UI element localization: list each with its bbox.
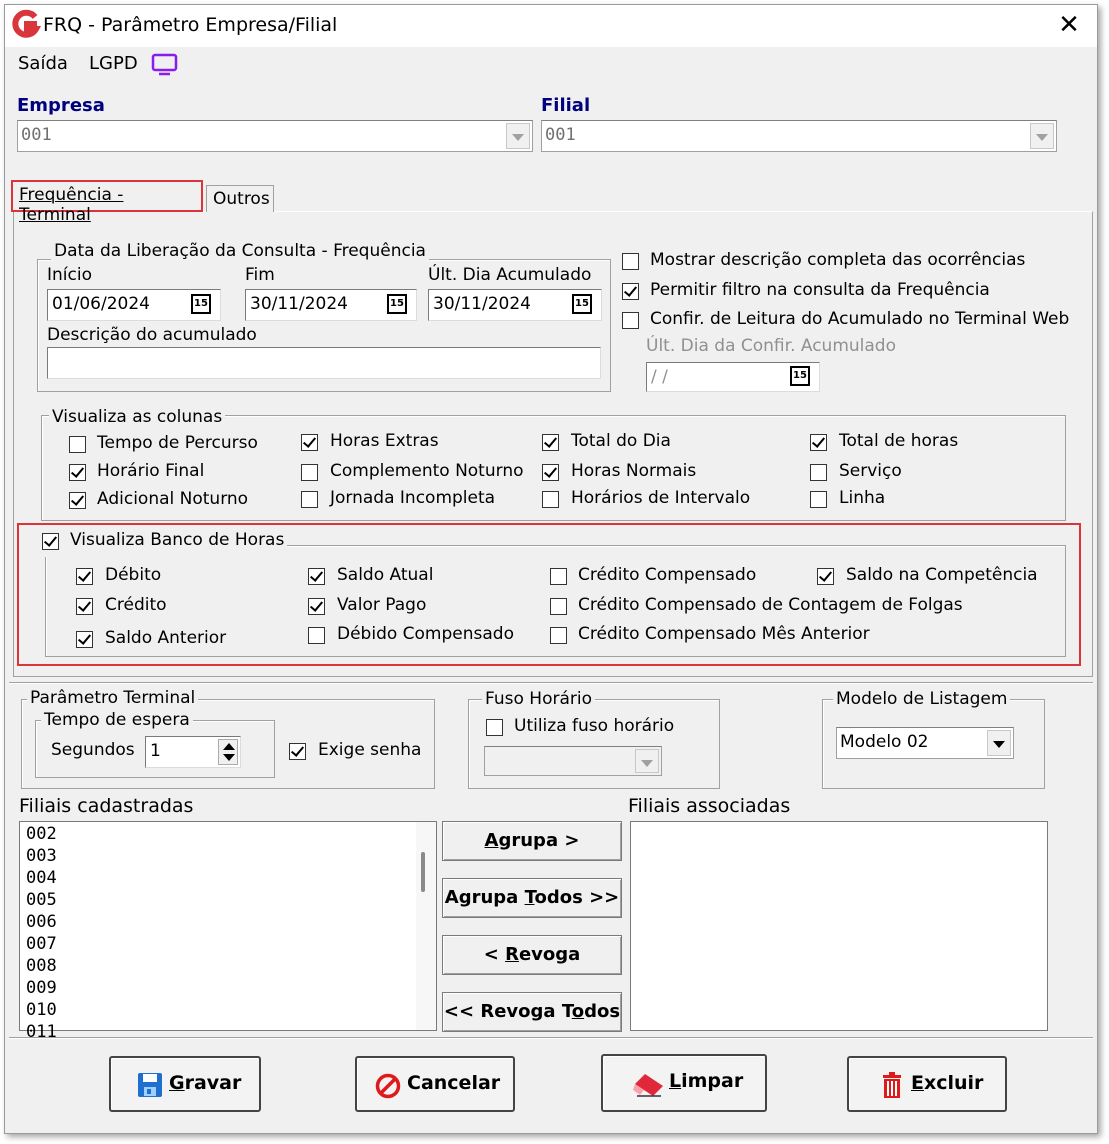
- agrupa-button[interactable]: [442, 821, 622, 861]
- filial-dropdown-button[interactable]: [1030, 123, 1054, 149]
- modelo-value: Modelo 02: [840, 732, 929, 752]
- cancelar-button[interactable]: [355, 1056, 515, 1112]
- credito-checkbox[interactable]: [76, 598, 93, 615]
- segundos-spinner[interactable]: [145, 736, 241, 768]
- credito-folgas-label: Crédito Compensado de Contagem de Folgas: [578, 595, 963, 615]
- list-item[interactable]: 005: [26, 890, 57, 910]
- ult-dia-label: Últ. Dia Acumulado: [428, 265, 592, 285]
- spinner-buttons[interactable]: [218, 739, 238, 765]
- credito-compensado-checkbox[interactable]: [550, 568, 567, 585]
- debito-checkbox[interactable]: [76, 568, 93, 585]
- segundos-label: Segundos: [51, 740, 135, 760]
- associadas-list[interactable]: [630, 821, 1048, 1031]
- footer-separator: [9, 1037, 1093, 1039]
- terminal-legend: Parâmetro Terminal: [27, 688, 198, 708]
- ult-dia-date-input[interactable]: [428, 289, 602, 321]
- banco-horas-label: Visualiza Banco de Horas: [70, 530, 285, 550]
- window-title: FRQ - Parâmetro Empresa/Filial: [43, 14, 338, 36]
- agrupa-todos-pre: Agrupa: [444, 887, 525, 908]
- revoga-mnemonic: R: [505, 944, 519, 965]
- horario-final-label: Horário Final: [97, 461, 205, 481]
- saldo-atual-checkbox[interactable]: [308, 568, 325, 585]
- confir-label: Confir. de Leitura do Acumulado no Terminal Web: [650, 309, 1070, 329]
- saldo-competencia-checkbox[interactable]: [817, 568, 834, 585]
- close-icon[interactable]: ✕: [1058, 10, 1080, 40]
- gravar-button[interactable]: [109, 1056, 261, 1112]
- exige-senha-label: Exige senha: [318, 740, 422, 760]
- agrupa-mnemonic: A: [484, 830, 499, 851]
- gravar-rest: ravar: [184, 1072, 242, 1094]
- credito-compensado-label: Crédito Compensado: [578, 565, 757, 585]
- revoga-post: evoga: [518, 944, 581, 965]
- calendar-icon[interactable]: 15: [790, 366, 810, 386]
- complemento-noturno-label: Complemento Noturno: [330, 461, 524, 481]
- tempo-percurso-checkbox[interactable]: [69, 436, 86, 453]
- permitir-label: Permitir filtro na consulta da Frequência: [650, 280, 990, 300]
- descricao-input[interactable]: [47, 347, 601, 379]
- excluir-rest: xcluir: [923, 1072, 984, 1094]
- calendar-icon[interactable]: 15: [191, 294, 211, 314]
- list-item[interactable]: 007: [26, 934, 57, 954]
- segundos-value: 1: [150, 741, 161, 761]
- horas-extras-checkbox[interactable]: [301, 434, 318, 451]
- credito-label: Crédito: [105, 595, 167, 615]
- excluir-button[interactable]: [847, 1056, 1007, 1112]
- limpar-mnemonic: L: [669, 1070, 682, 1092]
- fuso-legend: Fuso Horário: [482, 689, 595, 709]
- limpar-text: [669, 1070, 743, 1092]
- credito-mes-anterior-checkbox[interactable]: [550, 627, 567, 644]
- total-horas-label: Total de horas: [839, 431, 959, 451]
- limpar-button[interactable]: [601, 1054, 767, 1112]
- chevron-down-icon: [641, 760, 653, 767]
- confir-date-input[interactable]: [646, 362, 820, 392]
- fim-value: 30/11/2024: [250, 294, 348, 314]
- spin-down-icon[interactable]: [223, 754, 235, 761]
- title-bar: [5, 5, 1097, 47]
- debido-compensado-checkbox[interactable]: [308, 627, 325, 644]
- cancelar-text: Cancelar: [407, 1072, 501, 1094]
- total-dia-label: Total do Dia: [571, 431, 671, 451]
- filial-label: Filial: [541, 95, 591, 116]
- inicio-value: 01/06/2024: [52, 294, 150, 314]
- adicional-noturno-label: Adicional Noturno: [97, 489, 249, 509]
- tab-outros[interactable]: [206, 185, 274, 212]
- list-item[interactable]: 002: [26, 824, 57, 844]
- list-item[interactable]: 008: [26, 956, 57, 976]
- modelo-dropdown-button[interactable]: [987, 730, 1011, 756]
- calendar-icon[interactable]: 15: [572, 294, 592, 314]
- app-logo-icon: [13, 11, 39, 39]
- revoga-pre: <: [483, 944, 506, 965]
- excluir-mnemonic: E: [911, 1072, 924, 1094]
- trash-icon: [881, 1071, 903, 1099]
- list-scrollbar[interactable]: [416, 822, 436, 1030]
- separator: [9, 682, 1093, 684]
- agrupa-todos-button[interactable]: [442, 878, 622, 918]
- inicio-label: Início: [47, 265, 92, 285]
- ult-dia-value: 30/11/2024: [433, 294, 531, 314]
- jornada-incompleta-label: Jornada Incompleta: [330, 488, 496, 508]
- mostrar-label: Mostrar descrição completa das ocorrências: [650, 250, 1026, 270]
- banco-horas-checkbox[interactable]: [42, 533, 59, 550]
- list-item[interactable]: 011: [26, 1022, 57, 1042]
- empresa-select[interactable]: [17, 120, 533, 152]
- valor-pago-checkbox[interactable]: [308, 598, 325, 615]
- mostrar-checkbox[interactable]: [622, 253, 639, 270]
- revoga-todos-mnemonic: o: [571, 1001, 585, 1022]
- fim-label: Fim: [245, 265, 275, 285]
- tab-frequencia-label: Frequência - Terminal: [19, 185, 124, 225]
- total-dia-checkbox[interactable]: [542, 434, 559, 451]
- servico-checkbox[interactable]: [810, 464, 827, 481]
- horario-final-checkbox[interactable]: [69, 464, 86, 481]
- permitir-checkbox[interactable]: [622, 283, 639, 300]
- jornada-incompleta-checkbox[interactable]: [301, 491, 318, 508]
- espera-legend: Tempo de espera: [41, 710, 193, 730]
- horarios-intervalo-label: Horários de Intervalo: [571, 488, 751, 508]
- empresa-value: 001: [21, 125, 52, 145]
- adicional-noturno-checkbox[interactable]: [69, 492, 86, 509]
- debito-label: Débito: [105, 565, 162, 585]
- complemento-noturno-checkbox[interactable]: [301, 464, 318, 481]
- menu-lgpd[interactable]: LGPD: [89, 53, 138, 74]
- list-item[interactable]: 006: [26, 912, 57, 932]
- list-item[interactable]: 009: [26, 978, 57, 998]
- cancel-icon: [375, 1073, 401, 1099]
- agrupa-todos-post: odos >>: [534, 887, 620, 908]
- revoga-todos-post: dos: [584, 1001, 621, 1022]
- empresa-label: Empresa: [17, 95, 105, 116]
- fuso-dropdown-button[interactable]: [635, 749, 659, 773]
- linha-checkbox[interactable]: [810, 491, 827, 508]
- saldo-atual-label: Saldo Atual: [337, 565, 434, 585]
- descricao-label: Descrição do acumulado: [47, 325, 257, 345]
- monitor-icon[interactable]: [151, 53, 179, 77]
- cadastradas-label: Filiais cadastradas: [19, 795, 194, 817]
- confir-checkbox[interactable]: [622, 312, 639, 329]
- total-horas-checkbox[interactable]: [810, 434, 827, 451]
- horas-normais-label: Horas Normais: [571, 461, 697, 481]
- list-item[interactable]: 010: [26, 1000, 57, 1020]
- saldo-competencia-label: Saldo na Competência: [846, 565, 1038, 585]
- saldo-anterior-label: Saldo Anterior: [105, 628, 227, 648]
- fim-date-input[interactable]: [245, 289, 417, 321]
- confir-date-label: Últ. Dia da Confir. Acumulado: [646, 336, 896, 356]
- horas-normais-checkbox[interactable]: [542, 464, 559, 481]
- empresa-dropdown-button[interactable]: [506, 123, 530, 149]
- dialog-window: [4, 4, 1098, 1134]
- menu-saida[interactable]: Saída: [18, 53, 68, 74]
- filial-select[interactable]: [541, 120, 1057, 152]
- gravar-mnemonic: G: [169, 1072, 185, 1094]
- tempo-percurso-label: Tempo de Percurso: [97, 433, 258, 453]
- limpar-rest: impar: [681, 1070, 744, 1092]
- gravar-text: [169, 1072, 241, 1094]
- fuso-label: Utiliza fuso horário: [514, 716, 675, 736]
- scrollbar-thumb[interactable]: [421, 852, 425, 892]
- confir-date-value: / /: [651, 367, 668, 387]
- cadastradas-list[interactable]: [19, 821, 437, 1042]
- tab-outros-label: Outros: [213, 189, 270, 209]
- exige-senha-checkbox[interactable]: [289, 743, 306, 760]
- chevron-down-icon: [512, 134, 524, 141]
- valor-pago-label: Valor Pago: [337, 595, 427, 615]
- agrupa-todos-mnemonic: T: [524, 887, 535, 908]
- horarios-intervalo-checkbox[interactable]: [542, 491, 559, 508]
- filial-value: 001: [545, 125, 576, 145]
- modelo-select[interactable]: [836, 727, 1014, 759]
- tab-frequencia-terminal[interactable]: [11, 180, 203, 225]
- fuso-checkbox[interactable]: [486, 719, 503, 736]
- chevron-down-icon: [1036, 134, 1048, 141]
- excluir-text: [911, 1072, 983, 1094]
- liberacao-legend: Data da Liberação da Consulta - Frequência: [51, 241, 429, 261]
- eraser-icon: [633, 1072, 665, 1098]
- modelo-legend: Modelo de Listagem: [833, 689, 1010, 709]
- fuso-select[interactable]: [484, 746, 662, 776]
- revoga-todos-pre: << Revoga T: [443, 1001, 572, 1022]
- revoga-todos-button[interactable]: [442, 992, 622, 1032]
- agrupa-post: grupa >: [498, 830, 580, 851]
- saldo-anterior-checkbox[interactable]: [76, 631, 93, 648]
- credito-folgas-checkbox[interactable]: [550, 598, 567, 615]
- list-item[interactable]: 003: [26, 846, 57, 866]
- colunas-legend: Visualiza as colunas: [49, 407, 225, 427]
- revoga-button[interactable]: [442, 935, 622, 975]
- associadas-label: Filiais associadas: [628, 795, 791, 817]
- debido-compensado-label: Débido Compensado: [337, 624, 514, 644]
- list-item[interactable]: 004: [26, 868, 57, 888]
- servico-label: Serviço: [839, 461, 902, 481]
- spin-up-icon[interactable]: [223, 743, 235, 750]
- calendar-icon[interactable]: 15: [387, 294, 407, 314]
- linha-label: Linha: [839, 488, 886, 508]
- credito-mes-anterior-label: Crédito Compensado Mês Anterior: [578, 624, 870, 644]
- floppy-disk-icon: [137, 1072, 163, 1098]
- horas-extras-label: Horas Extras: [330, 431, 439, 451]
- chevron-down-icon: [993, 741, 1005, 748]
- inicio-date-input[interactable]: [47, 289, 221, 321]
